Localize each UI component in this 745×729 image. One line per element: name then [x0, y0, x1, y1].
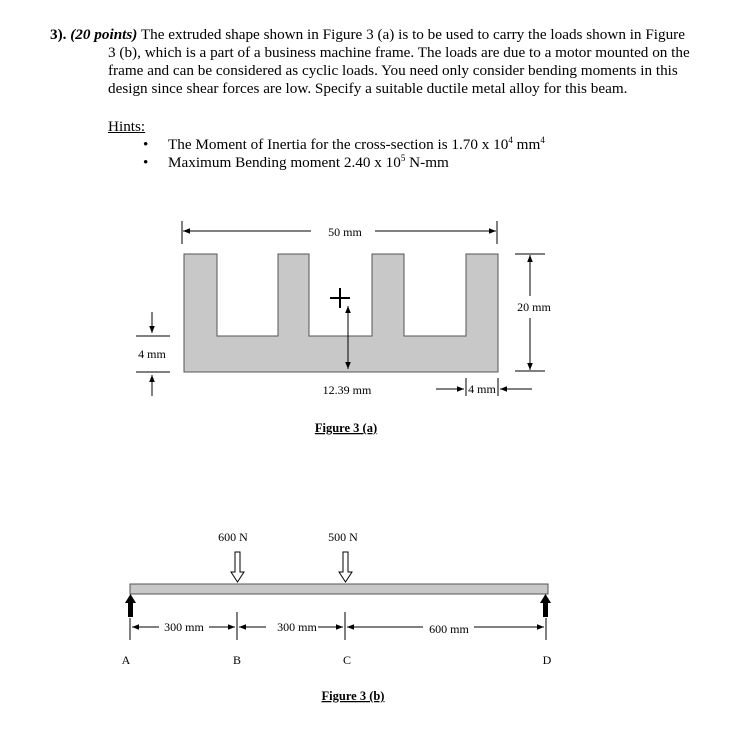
- hint-bending-moment: • Maximum Bending moment 2.40 x $10^5$ N-mm: [143, 152, 449, 171]
- load-500n-label: 500 N: [328, 530, 358, 544]
- problem-number: 3).: [50, 26, 67, 43]
- load-600n-arrow: [231, 552, 244, 582]
- span3-label: 600 mm: [429, 622, 469, 636]
- width-label: 50 mm: [328, 225, 362, 239]
- problem-text: The extruded shape shown in Figure 3 (a) is to be used to carry the loads shown in Figure 3 (b), which is a part of a business machine frame. The loads are due to a motor mounted on the frame and can be considered as cyclic loads. You need only consider bending moments in this design since shear forces are low. Specify a suitable ductile metal alloy for this beam.: [108, 26, 690, 97]
- hints-title: Hints:: [108, 118, 146, 135]
- beam: [130, 584, 548, 594]
- load-500n-arrow: [339, 552, 352, 582]
- point-a-label: A: [121, 653, 131, 667]
- reaction-a-arrow: [125, 594, 136, 617]
- figure-3b-caption: Figure 3 (b): [321, 689, 385, 703]
- reaction-d-arrow: [540, 594, 551, 617]
- hint-moment-of-inertia: • The Moment of Inertia for the cross-section is 1.70 x $10^4$ $mm^4$: [143, 134, 545, 153]
- figure-3b: [122, 530, 552, 703]
- figure-3a-caption: Figure 3 (a): [314, 421, 378, 435]
- fin-label: 4 mm: [468, 382, 496, 396]
- point-d-label: D: [542, 653, 552, 667]
- problem-points: (20 points): [70, 26, 138, 43]
- figure-3a: [136, 221, 551, 435]
- point-b-label: B: [232, 653, 242, 667]
- thickness-label: 4 mm: [138, 347, 166, 361]
- cross-section-shape: [184, 254, 498, 372]
- bullet-icon: •: [143, 154, 149, 171]
- point-c-label: C: [342, 653, 352, 667]
- span2-label: 300 mm: [277, 620, 317, 634]
- centroid-label: 12.39 mm: [322, 383, 372, 397]
- bullet-icon: •: [143, 136, 149, 153]
- height-label: 20 mm: [517, 300, 551, 314]
- load-600n-label: 600 N: [218, 530, 248, 544]
- span1-label: 300 mm: [164, 620, 204, 634]
